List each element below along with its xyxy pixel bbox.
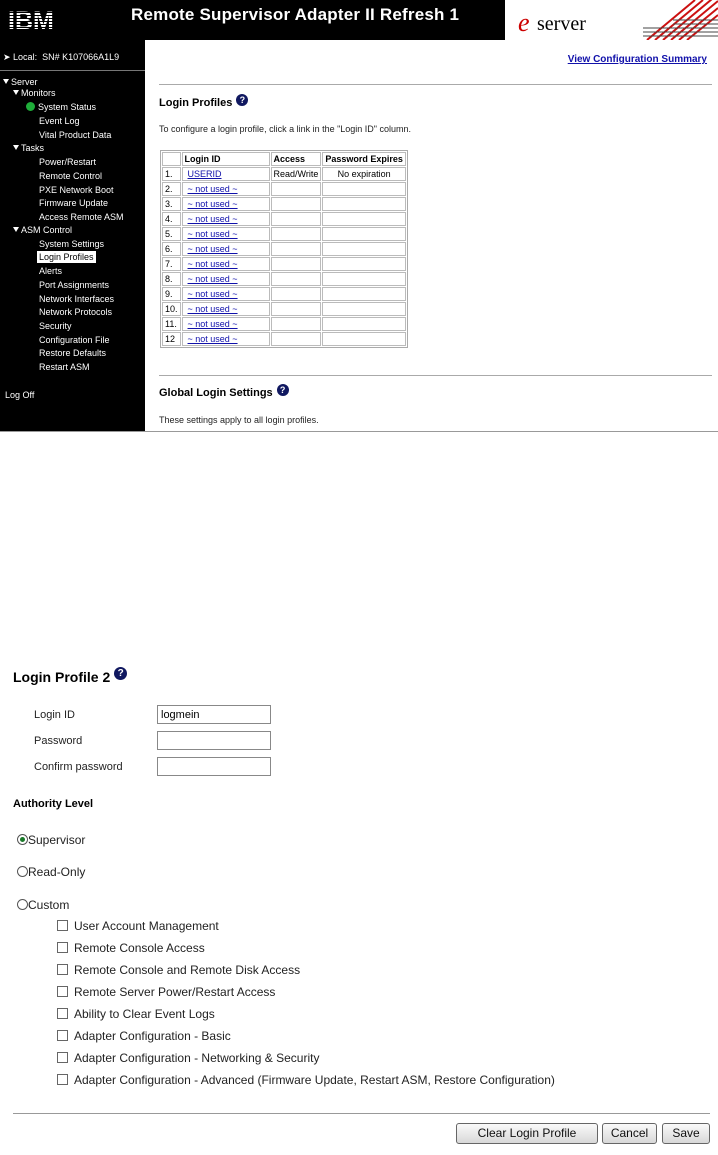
password-expires-cell (322, 197, 406, 211)
sidebar-divider (0, 70, 145, 71)
svg-text:IBM: IBM (8, 7, 54, 33)
table-row (162, 182, 406, 196)
login-id-cell (182, 167, 270, 181)
authority-level-heading: Authority Level (13, 798, 94, 810)
eserver-e-glyph: e (518, 8, 530, 37)
checkbox[interactable] (57, 1074, 68, 1085)
radio-custom[interactable] (17, 898, 69, 912)
checkbox[interactable] (57, 942, 68, 953)
login-profiles-table-body (162, 167, 406, 346)
nav-login-profiles[interactable]: Login Profiles (39, 252, 94, 262)
help-icon[interactable]: ? (277, 384, 289, 396)
nav-monitors[interactable]: Monitors (13, 87, 56, 99)
custom-option-item[interactable] (57, 985, 275, 999)
column-header-access: Access (271, 152, 322, 166)
radio-read-only[interactable] (17, 865, 85, 879)
login-profiles-heading: Login Profiles ? (159, 94, 248, 109)
login-id-field[interactable] (157, 705, 271, 724)
access-cell (271, 317, 322, 331)
ibm-logo (6, 7, 78, 33)
login-id-cell (182, 182, 270, 196)
column-header-number (162, 152, 181, 166)
password-label: Password (34, 735, 83, 747)
nav-restart-asm[interactable]: Restart ASM (39, 362, 90, 372)
form-divider (13, 1113, 710, 1114)
login-id-link[interactable]: ~ not used ~ (187, 259, 238, 269)
table-row (162, 332, 406, 346)
table-header-row (162, 152, 406, 166)
login-id-cell (182, 257, 270, 271)
access-cell (271, 242, 322, 256)
row-number: 7. (162, 257, 181, 271)
expand-triangle-icon (13, 145, 19, 150)
table-row (162, 242, 406, 256)
expand-triangle-icon (13, 227, 19, 232)
access-cell: Read/Write (271, 167, 322, 181)
access-cell (271, 302, 322, 316)
header-banner (0, 0, 718, 40)
row-number: 10. (162, 302, 181, 316)
radio-button[interactable] (17, 899, 28, 910)
nav-asm-control[interactable]: ASM Control (13, 224, 72, 236)
nav-alerts[interactable]: Alerts (39, 266, 63, 276)
nav-port-assignments[interactable]: Port Assignments (39, 280, 110, 290)
view-configuration-summary-link[interactable]: View Configuration Summary (567, 54, 707, 65)
password-expires-cell (322, 272, 406, 286)
nav-event-log[interactable]: Event Log (39, 116, 80, 126)
login-id-cell (182, 272, 270, 286)
row-number: 1. (162, 167, 181, 181)
table-row (162, 197, 406, 211)
password-expires-cell (322, 287, 406, 301)
column-header-password-expires: Password Expires (322, 152, 406, 166)
row-number: 2. (162, 182, 181, 196)
row-number: 5. (162, 227, 181, 241)
access-cell (271, 257, 322, 271)
login-id-link[interactable]: ~ not used ~ (187, 304, 238, 314)
nav-system-settings[interactable]: System Settings (39, 239, 105, 249)
nav-tasks[interactable]: Tasks (13, 142, 44, 154)
checkbox-label: Adapter Configuration - Advanced (Firmware Update, Restart ASM, Restore Configuration) (74, 1073, 555, 1087)
table-row (162, 272, 406, 286)
login-id-cell (182, 317, 270, 331)
custom-option-item[interactable] (57, 1007, 215, 1021)
nav-access-remote-asm[interactable]: Access Remote ASM (39, 212, 124, 222)
checkbox-label: Remote Console Access (74, 941, 205, 955)
custom-option-item[interactable] (57, 1029, 231, 1043)
password-expires-cell (322, 302, 406, 316)
custom-option-item[interactable] (57, 963, 300, 977)
table-row (162, 212, 406, 226)
row-number: 6. (162, 242, 181, 256)
password-field[interactable] (157, 731, 271, 750)
radio-button-selected[interactable] (17, 834, 28, 845)
login-id-cell (182, 197, 270, 211)
global-settings-note: These settings apply to all login profiles. (159, 415, 319, 425)
login-profiles-table (160, 150, 408, 348)
row-number: 4. (162, 212, 181, 226)
cancel-button[interactable]: Cancel (602, 1123, 657, 1144)
save-button[interactable]: Save (662, 1123, 710, 1144)
login-id-label: Login ID (34, 709, 75, 721)
eserver-wordmark: server (537, 13, 586, 35)
login-id-cell (182, 212, 270, 226)
checkbox[interactable] (57, 1008, 68, 1019)
row-number: 12 (162, 332, 181, 346)
row-number: 3. (162, 197, 181, 211)
serial-number: SN# K107066A1L9 (42, 52, 120, 62)
login-id-link[interactable]: ~ not used ~ (187, 184, 238, 194)
password-expires-cell (322, 257, 406, 271)
expand-triangle-icon (13, 90, 19, 95)
table-row (162, 287, 406, 301)
section-divider (159, 84, 712, 85)
checkbox-label: Remote Console and Remote Disk Access (74, 963, 301, 977)
access-cell (271, 197, 322, 211)
custom-option-item[interactable] (57, 919, 219, 933)
checkbox-label: Ability to Clear Event Logs (74, 1007, 215, 1021)
confirm-password-label: Confirm password (34, 761, 123, 773)
section-divider (159, 375, 712, 376)
nav-pxe-network-boot[interactable]: PXE Network Boot (39, 185, 114, 195)
checkbox-label: User Account Management (74, 919, 219, 933)
login-id-cell (182, 227, 270, 241)
login-id-cell (182, 302, 270, 316)
radio-label: Custom (28, 898, 70, 912)
local-label: Local: (13, 52, 38, 62)
nav-network-protocols[interactable]: Network Protocols (39, 307, 113, 317)
column-header-login-id: Login ID (182, 152, 270, 166)
login-id-link[interactable]: ~ not used ~ (187, 229, 238, 239)
navigation-sidebar (0, 40, 145, 432)
login-id-cell (182, 332, 270, 346)
password-expires-cell (322, 242, 406, 256)
table-row (162, 257, 406, 271)
nav-server[interactable]: Server (3, 76, 38, 88)
row-number: 11. (162, 317, 181, 331)
password-expires-cell (322, 182, 406, 196)
nav-firmware-update[interactable]: Firmware Update (39, 198, 109, 208)
login-profile-title: Login Profile 2 ? (13, 667, 127, 685)
radio-supervisor[interactable] (17, 833, 85, 847)
help-icon[interactable]: ? (236, 94, 248, 106)
password-expires-cell (322, 332, 406, 346)
login-id-link[interactable]: ~ not used ~ (187, 244, 238, 254)
nav-vital-product-data[interactable]: Vital Product Data (39, 130, 112, 140)
row-number: 9. (162, 287, 181, 301)
login-id-link[interactable]: ~ not used ~ (187, 334, 238, 344)
checkbox[interactable] (57, 964, 68, 975)
app-title: Remote Supervisor Adapter II Refresh 1 (131, 5, 460, 24)
nav-power-restart[interactable]: Power/Restart (39, 157, 97, 167)
access-cell (271, 182, 322, 196)
access-cell (271, 332, 322, 346)
checkbox-label: Remote Server Power/Restart Access (74, 985, 276, 999)
main-content (145, 40, 718, 432)
password-expires-cell (322, 317, 406, 331)
radio-label: Read-Only (28, 865, 86, 879)
table-row (162, 317, 406, 331)
rsa-login-profiles-screen (0, 0, 718, 432)
nav-remote-control[interactable]: Remote Control (39, 171, 103, 181)
custom-option-item[interactable] (57, 1073, 555, 1087)
password-expires-cell (322, 212, 406, 226)
help-icon[interactable]: ? (114, 667, 127, 680)
table-row (162, 302, 406, 316)
table-row (162, 167, 406, 181)
custom-option-item[interactable] (57, 1051, 319, 1065)
login-id-link[interactable]: ~ not used ~ (187, 289, 238, 299)
local-server-line[interactable]: ➤ Local: SN# K107066A1L9 (3, 52, 120, 62)
login-id-link[interactable]: ~ not used ~ (187, 274, 238, 284)
nav-configuration-file[interactable]: Configuration File (39, 335, 110, 345)
nav-security[interactable]: Security (39, 321, 72, 331)
checkbox-label: Adapter Configuration - Networking & Security (74, 1051, 320, 1065)
login-id-link[interactable]: ~ not used ~ (187, 319, 238, 329)
row-number: 8. (162, 272, 181, 286)
custom-option-item[interactable] (57, 941, 205, 955)
nav-network-interfaces[interactable]: Network Interfaces (39, 294, 115, 304)
access-cell (271, 287, 322, 301)
access-cell (271, 227, 322, 241)
checkbox-label: Adapter Configuration - Basic (74, 1029, 231, 1043)
login-id-cell (182, 242, 270, 256)
table-row (162, 227, 406, 241)
login-id-link[interactable]: USERID (187, 169, 222, 179)
radio-button[interactable] (17, 866, 28, 877)
checkbox[interactable] (57, 1030, 68, 1041)
login-id-link[interactable]: ~ not used ~ (187, 214, 238, 224)
status-ok-icon (26, 102, 35, 111)
expand-triangle-icon (3, 79, 9, 84)
nav-restore-defaults[interactable]: Restore Defaults (39, 348, 107, 358)
global-login-settings-heading: Global Login Settings ? (159, 384, 289, 399)
eserver-stripes-graphic (633, 0, 718, 40)
login-id-link[interactable]: ~ not used ~ (187, 199, 238, 209)
access-cell (271, 272, 322, 286)
nav-system-status[interactable]: System Status (26, 101, 96, 113)
access-cell (271, 212, 322, 226)
radio-label: Supervisor (28, 833, 86, 847)
eserver-logo (505, 0, 718, 40)
password-expires-cell (322, 227, 406, 241)
nav-log-off[interactable]: Log Off (5, 390, 35, 400)
instructions-text: To configure a login profile, click a link in the "Login ID" column. (159, 124, 412, 134)
password-expires-cell: No expiration (322, 167, 406, 181)
confirm-password-field[interactable] (157, 757, 271, 776)
checkbox[interactable] (57, 1052, 68, 1063)
checkbox[interactable] (57, 986, 68, 997)
clear-login-profile-button[interactable]: Clear Login Profile (456, 1123, 598, 1144)
login-id-cell (182, 287, 270, 301)
checkbox[interactable] (57, 920, 68, 931)
